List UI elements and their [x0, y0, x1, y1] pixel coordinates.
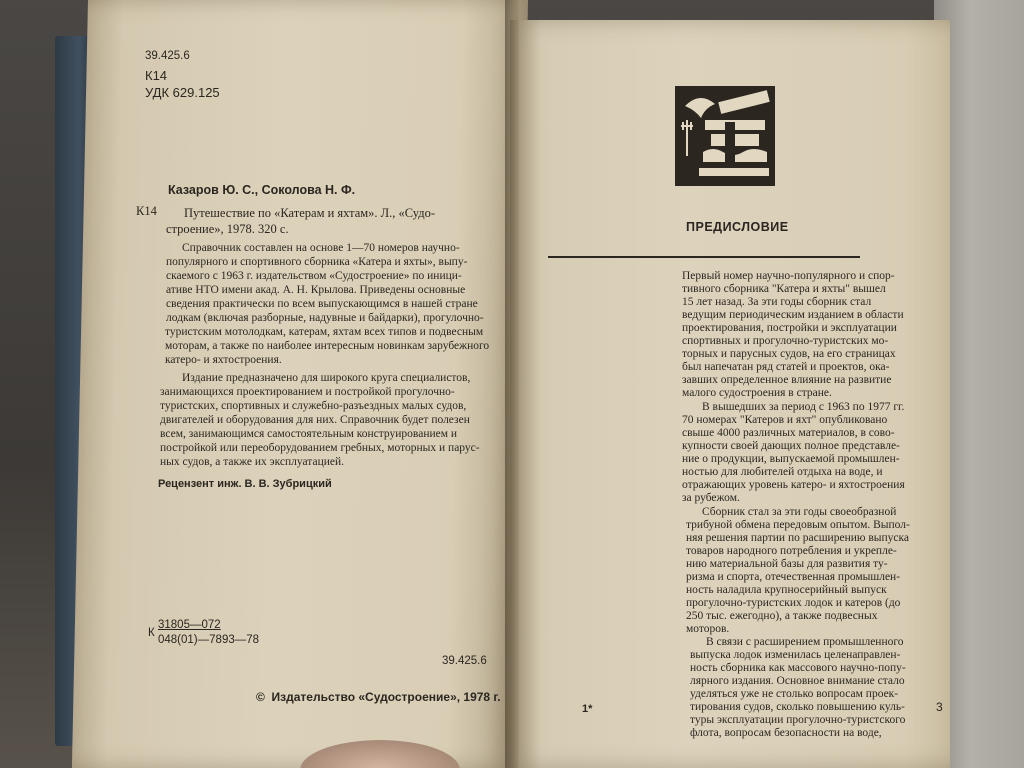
- preface-emblem-icon: [675, 86, 775, 186]
- copyright: © Издательство «Судостроение», 1978 г.: [256, 690, 501, 704]
- body-line: купности своей дающих полное представле-: [682, 440, 900, 452]
- abstract-line: ативе НТО имени акад. А. Н. Крылова. Приведены основные: [166, 284, 466, 296]
- abstract-line: Справочник составлен на основе 1—70 номеров научно-: [182, 242, 460, 254]
- abstract-line: занимающихся проектированием и постройкой прогулочно-: [160, 386, 455, 398]
- body-line: ние о продукции, выпускаемой промышлен-: [682, 453, 900, 465]
- book-gutter: [505, 0, 519, 768]
- body-line: 15 лет назад. За эти годы сборник стал: [682, 296, 872, 308]
- entry-index: К14: [136, 204, 157, 218]
- body-line: ность наладила крупносерийный выпуск: [686, 584, 887, 596]
- body-line: ностью для любителей отдыха на воде, и: [682, 466, 883, 478]
- authors: Казаров Ю. С., Соколова Н. Ф.: [168, 183, 356, 197]
- body-line: 250 тыс. ежегодно), а также подвесных: [686, 610, 878, 622]
- abstract-line: постройкой или переоборудованием гребных, моторных и парус-: [160, 442, 480, 454]
- book-title-line: Путешествие по «Катерам и яхтам». Л., «Судо-: [184, 206, 436, 220]
- body-line: малого судостроения в стране.: [682, 387, 832, 399]
- body-line: тивного сборника "Катера и яхты" вышел: [682, 283, 886, 295]
- body-line: 70 номерах "Катеров и яхт" опубликовано: [682, 414, 888, 426]
- body-line: моторов.: [686, 623, 730, 635]
- index-code: К14: [145, 68, 168, 83]
- abstract-line: туристским мотолодкам, катерам, яхтам всех типов и подвесным: [165, 326, 484, 338]
- book-title-line: строение», 1978. 320 с.: [166, 222, 289, 236]
- body-line: товаров народного потребления и укрепле-: [686, 545, 897, 557]
- body-line: лярного издания. Основное внимание стало: [690, 675, 905, 687]
- body-line: уделяться уже не столько вопросам проек-: [690, 688, 899, 700]
- body-line: выпуска лодок изменилась целенаправлен-: [690, 649, 901, 661]
- preface-heading: ПРЕДИСЛОВИЕ: [686, 220, 789, 234]
- udk-code: УДК 629.125: [145, 85, 220, 100]
- heading-rule: [548, 256, 860, 258]
- body-line: торных и парусных судов, на его страницах: [682, 348, 896, 360]
- body-line: завших определенное влияние на развитие: [682, 374, 892, 386]
- abstract-line: популярного и спортивного сборника «Катера и яхты», выпу-: [166, 256, 468, 268]
- body-line: тирования судов, сколько повышению куль-: [690, 701, 905, 713]
- abstract-line: всем, занимающимся самостоятельным конструированием и: [160, 428, 458, 440]
- abstract-line: скаемого с 1963 г. издательством «Судостроение» по иници-: [166, 270, 462, 282]
- code-denominator: 048(01)—7893—78: [158, 634, 260, 646]
- body-line: Первый номер научно-популярного и спор-: [682, 270, 895, 282]
- abstract-line: ных судов, а также их эксплуатацией.: [160, 456, 345, 468]
- bbk-code: 39.425.6: [145, 50, 190, 62]
- body-line: спортивных и прогулочно-туристских мо-: [682, 335, 889, 347]
- body-line: Сборник стал за эти годы своеобразной: [702, 506, 897, 518]
- code-numerator: 31805—072: [158, 619, 221, 631]
- abstract-line: катеро- и яхтостроения.: [165, 354, 282, 366]
- body-line: ность сборника как массового научно-попу-: [690, 662, 906, 674]
- body-line: нию материальной базы для развития ту-: [686, 558, 888, 570]
- page-number: 3: [936, 700, 943, 714]
- body-line: флота, вопросам безопасности на воде,: [690, 727, 882, 739]
- abstract-line: двигателей и оборудования для них. Справочник будет полезен: [160, 414, 470, 426]
- body-line: за рубежом.: [682, 492, 740, 504]
- body-line: отражающих уровень катеро- и яхтостроения: [682, 479, 905, 491]
- body-line: проектирования, постройки и эксплуатации: [682, 322, 897, 334]
- code-suffix: 93—78: [221, 634, 260, 646]
- body-line: был напечатан ряд статей и проектов, ока-: [682, 361, 890, 373]
- catalog-code: [148, 618, 260, 648]
- signature-mark: 1*: [582, 703, 593, 715]
- body-line: прогулочно-туристских лодок и катеров (до: [686, 597, 901, 609]
- abstract-line: сведения практически по всем выпускающимся в нашей стране: [166, 298, 478, 310]
- body-line: няя решения партии по расширению выпуска: [686, 532, 910, 544]
- body-line: В связи с расширением промышленного: [706, 636, 904, 648]
- abstract-line: моторам, а также по наиболее интересным новинкам зарубежного: [165, 340, 490, 352]
- body-line: туры эксплуатации прогулочно-туристского: [690, 714, 906, 726]
- body-line: В вышедших за период с 1963 по 1977 гг.: [702, 401, 905, 413]
- body-line: трибуной обмена передовым опытом. Выпол-: [686, 519, 910, 531]
- body-line: ведущим периодическим изданием в области: [682, 309, 904, 321]
- bbk-bottom: 39.425.6: [442, 655, 487, 667]
- code-prefix: К: [148, 627, 155, 639]
- body-line: ризма и спорта, отечественная промышлен-: [686, 571, 901, 583]
- body-line: свыше 4000 различных материалов, в сово-: [682, 427, 895, 439]
- abstract-line: туристских, спортивных и служебно-разъездных малых судов,: [160, 400, 467, 412]
- abstract-line: лодкам (включая разборные, надувные и байдарки), прогулочно-: [166, 312, 484, 324]
- reviewer: Рецензент инж. В. В. Зубрицкий: [158, 478, 332, 490]
- abstract-line: Издание предназначено для широкого круга специалистов,: [182, 372, 471, 384]
